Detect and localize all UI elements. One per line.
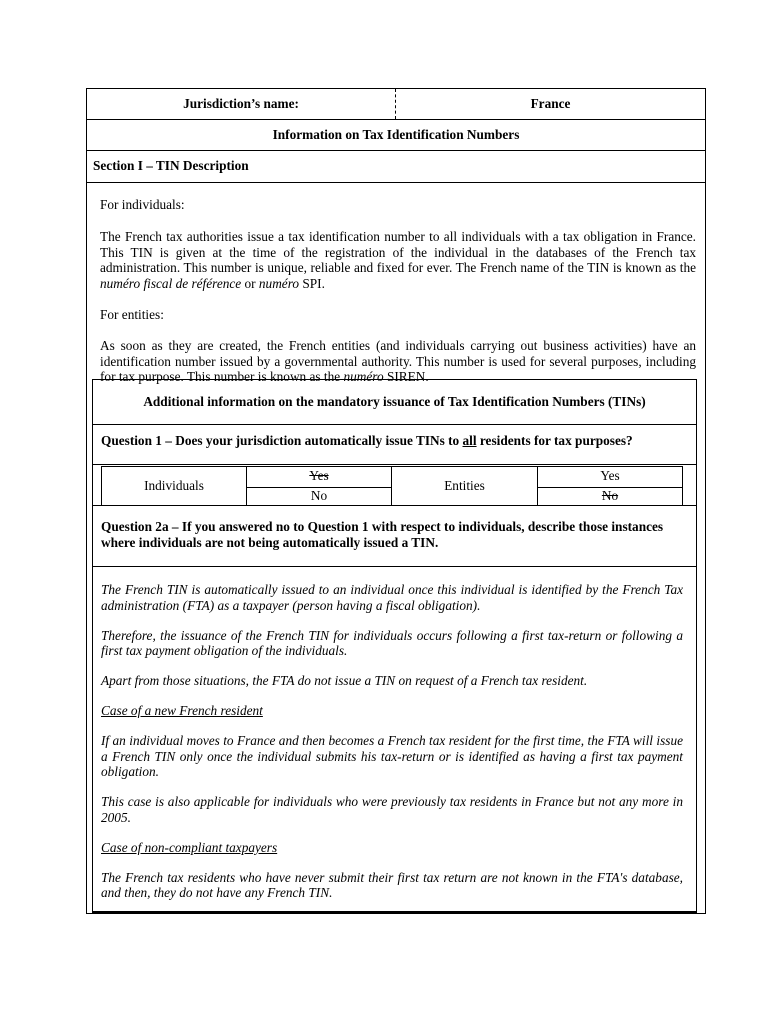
individuals-heading: For individuals: (100, 197, 185, 212)
siren-text: SIREN. (386, 369, 429, 385)
entities-no-option: No (601, 488, 619, 503)
entities-label: Entities (444, 478, 485, 493)
answer-paragraph-4: If an individual moves to France and then becomes a French tax resident for the first time, the FTA will issue a French TIN only once the individual submits his tax-return or is identified as having a first tax payment obligation. (101, 732, 683, 780)
numero-term: numéro (258, 276, 300, 292)
answer-paragraph-6: The French tax residents who have never submit their first tax return are not known in the FTA's database, and then, they do not have any French TIN. (101, 869, 683, 901)
individuals-no-option: No (310, 488, 328, 503)
question-2a: Question 2a – If you answered no to Question 1 with respect to individuals, describe those instances where individuals are not being automatically issued a TIN. (101, 519, 664, 550)
jurisdiction-label: Jurisdiction’s name: (183, 96, 299, 111)
question-2a-answer (101, 582, 683, 901)
answer-paragraph-1: The French TIN is automatically issued to an individual once this individual is identified by the French Tax administration (FTA) as a taxpayer (person having a fiscal obligation). (101, 582, 683, 613)
individuals-yes-option: Yes (309, 468, 329, 483)
case-non-compliant-heading: Case of non-compliant taxpayers (101, 839, 278, 855)
individuals-text: The French tax authorities issue a tax identification number to all individuals with a tax obligation in France. This TIN is given at the time of the registration of the individual in the databases of the French tax administration. This number is unique, reliable and fixed for ever. The French name of the TIN is known as the (100, 228, 696, 276)
question-1-prefix: Question 1 – Does your jurisdiction automatically issue TINs to (101, 433, 460, 448)
table-row-border (93, 465, 696, 506)
tin-description (100, 197, 696, 385)
question-1 (101, 433, 633, 449)
jurisdiction-row (87, 89, 705, 120)
additional-title-row (93, 380, 696, 425)
tin-information-form (86, 88, 706, 914)
question-2a-row (93, 506, 696, 567)
form-title: Information on Tax Identification Numbers (272, 127, 520, 142)
entities-yes-option: Yes (600, 468, 620, 483)
additional-title: Additional information on the mandatory issuance of Tax Identification Numbers (TINs) (143, 394, 646, 409)
answer-paragraph-5: This case is also applicable for individuals who were previously tax residents in France but not any more in 2005. (101, 794, 683, 825)
section-heading: Section I – TIN Description (93, 158, 249, 173)
additional-information-box (92, 379, 697, 913)
section-row (87, 151, 705, 183)
individuals-label: Individuals (144, 478, 204, 493)
answer-paragraph-2: Therefore, the issuance of the French TIN for individuals occurs following a first tax-return or following a first tax payment obligation of the individuals. (101, 627, 683, 659)
individuals-paragraph (100, 229, 696, 292)
or-text: or (244, 276, 256, 292)
entities-text: As soon as they are created, the French entities (and individuals carrying out business activities) have an identification number issued by a governmental authority. This number is used for several purposes, including for tax purpose. This number is known as the (100, 337, 696, 385)
answer-paragraph-3: Apart from those situations, the FTA do not issue a TIN on request of a French tax resident. (101, 673, 588, 689)
title-row (87, 120, 705, 151)
numero-term-entities: numéro (343, 369, 384, 385)
question-1-all: all (462, 433, 477, 448)
jurisdiction-value: France (530, 96, 571, 111)
case-new-resident-heading: Case of a new French resident (101, 702, 263, 718)
entities-heading: For entities: (100, 306, 164, 322)
question-1-suffix: residents for tax purposes? (479, 433, 633, 448)
question-1-row (93, 425, 696, 465)
numero-fiscal-term: numéro fiscal de référence (100, 276, 242, 292)
spi-text: SPI. (302, 276, 325, 292)
